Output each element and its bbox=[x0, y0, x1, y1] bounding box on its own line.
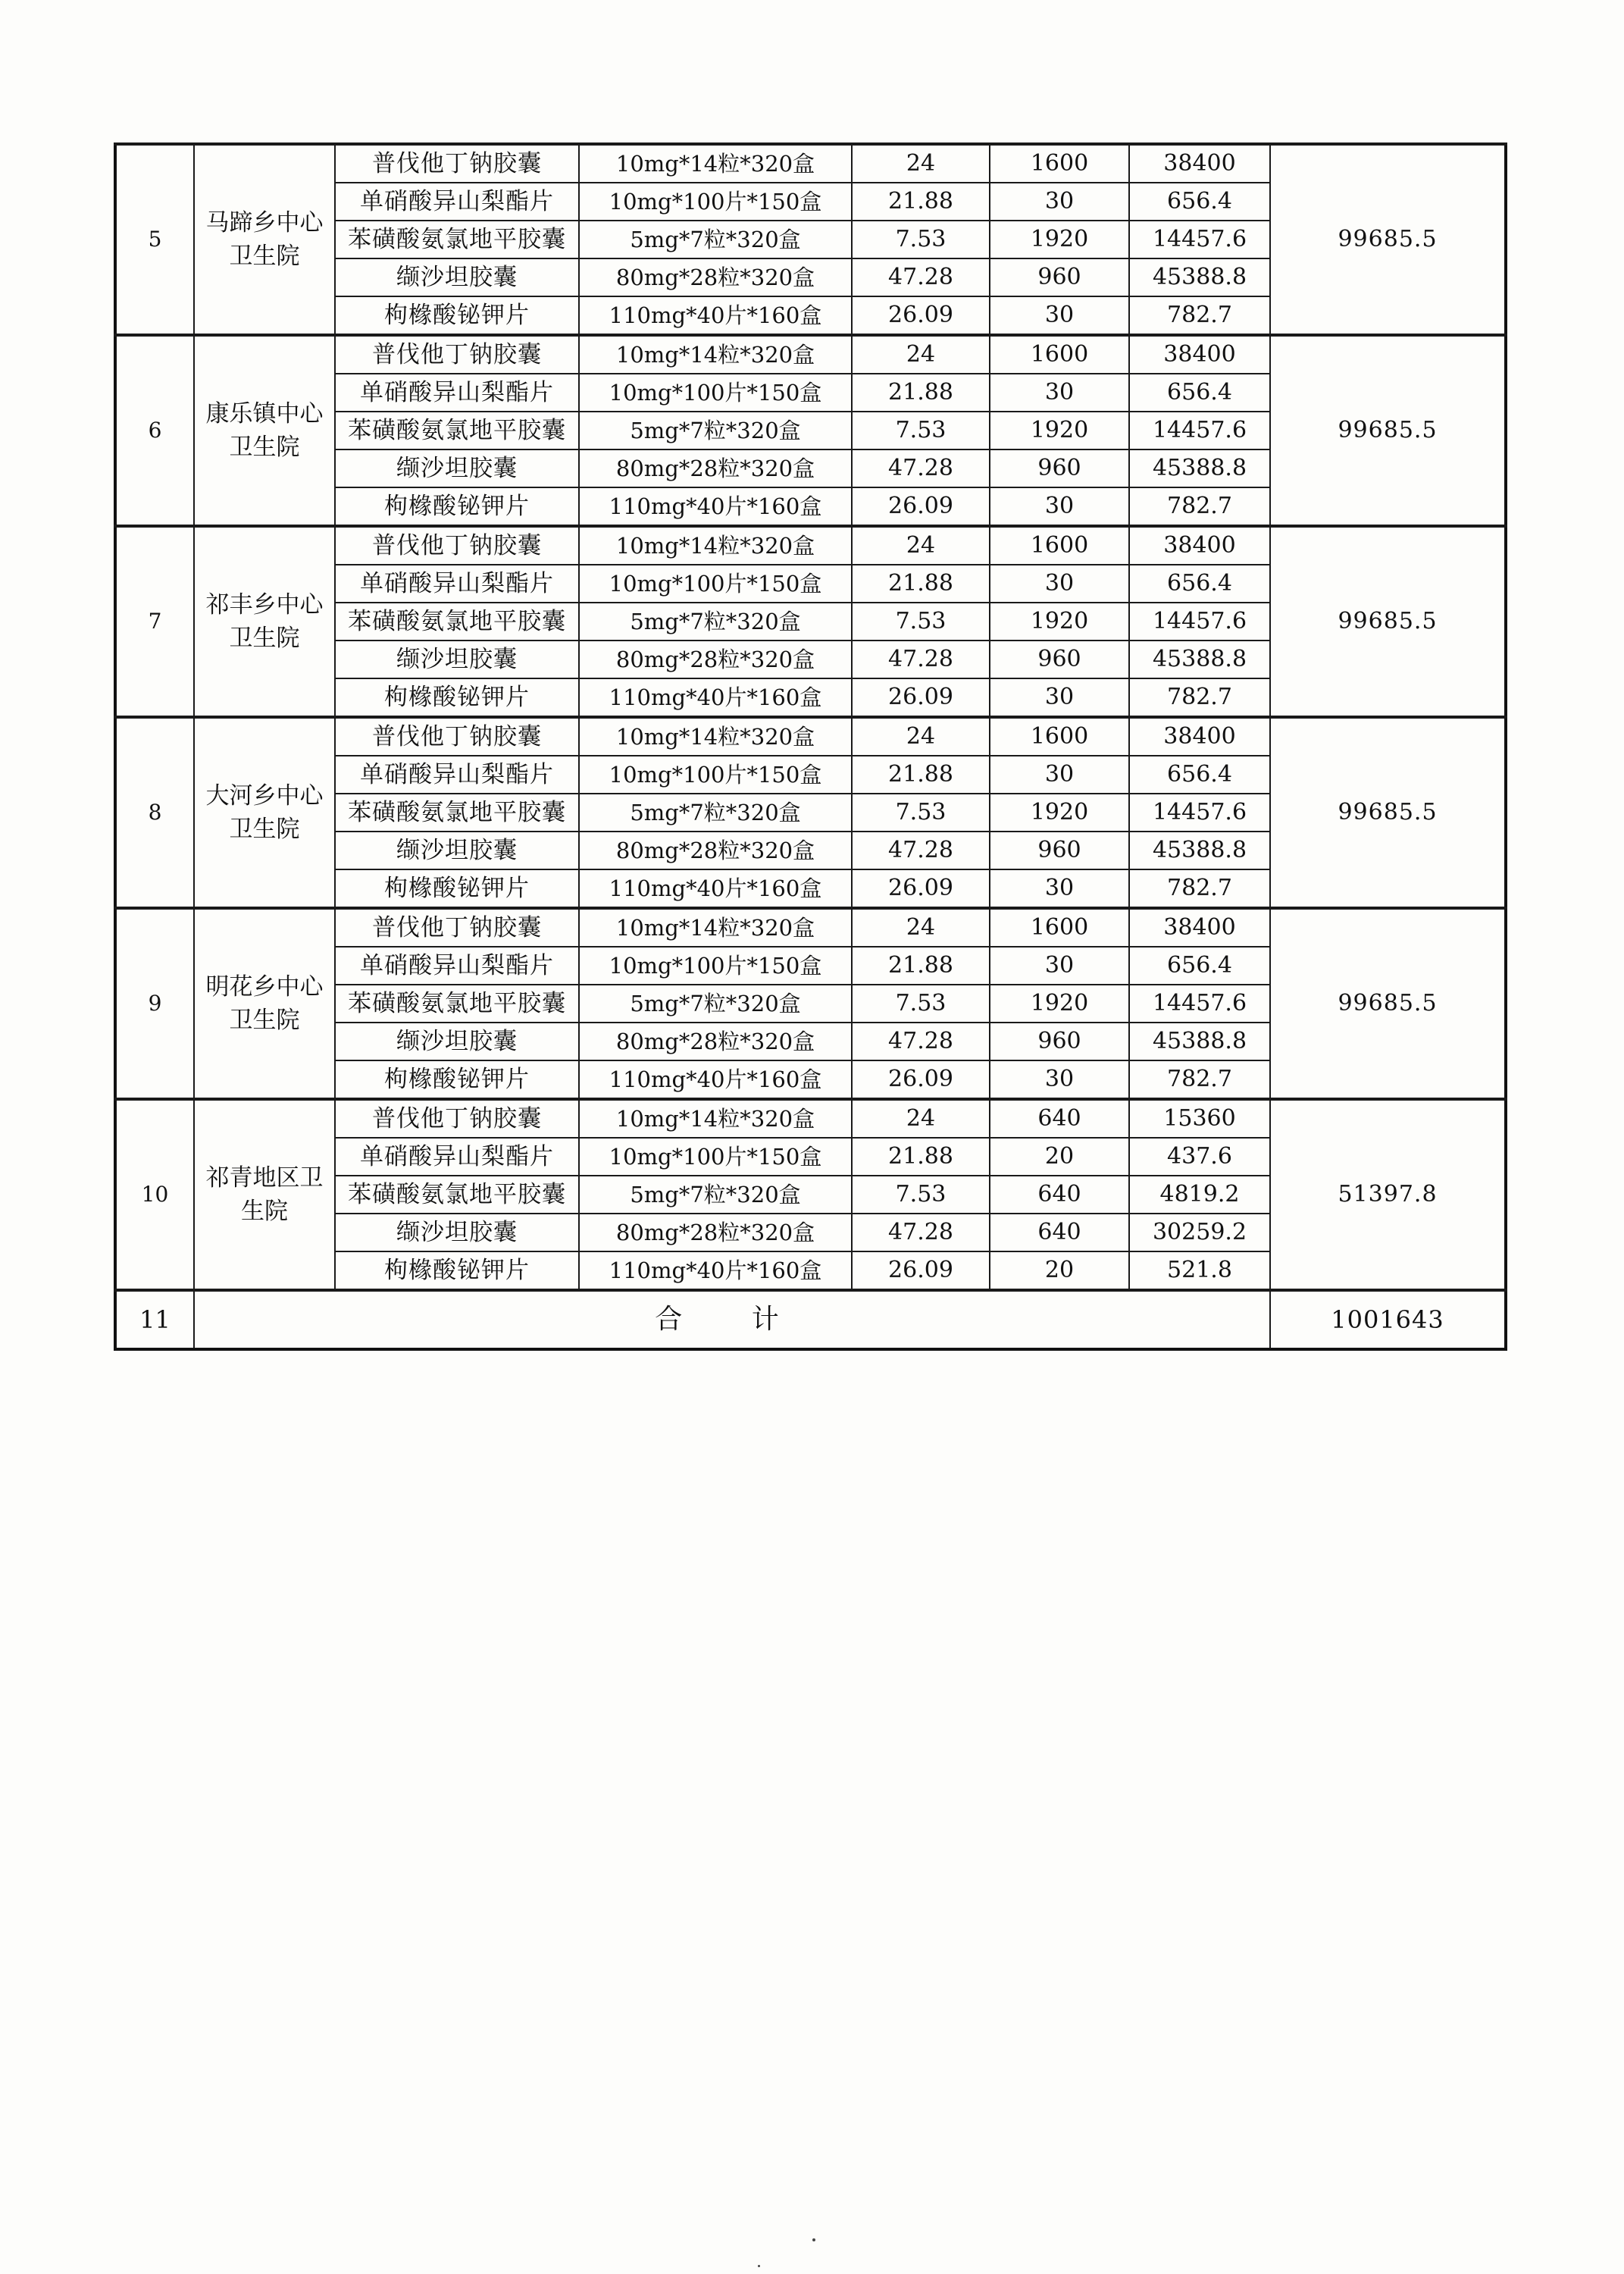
amount: 38400 bbox=[1129, 335, 1270, 374]
amount: 30259.2 bbox=[1129, 1214, 1270, 1251]
unit-price: 47.28 bbox=[852, 258, 990, 296]
unit-price: 24 bbox=[852, 526, 990, 565]
drug-spec: 10mg*100片*150盒 bbox=[579, 565, 852, 603]
drug-spec: 110mg*40片*160盒 bbox=[579, 487, 852, 526]
drug-spec: 10mg*14粒*320盒 bbox=[579, 717, 852, 756]
drug-spec: 5mg*7粒*320盒 bbox=[579, 1176, 852, 1214]
table-row bbox=[115, 908, 1506, 947]
row-number: 7 bbox=[115, 526, 194, 717]
unit-price: 24 bbox=[852, 144, 990, 183]
quantity: 20 bbox=[990, 1138, 1129, 1176]
summary-label: 合 计 bbox=[194, 1290, 1270, 1349]
drug-spec: 110mg*40片*160盒 bbox=[579, 1060, 852, 1099]
amount: 656.4 bbox=[1129, 374, 1270, 412]
quantity: 960 bbox=[990, 832, 1129, 869]
quantity: 30 bbox=[990, 756, 1129, 794]
amount: 656.4 bbox=[1129, 756, 1270, 794]
quantity: 1600 bbox=[990, 144, 1129, 183]
drug-name: 苯磺酸氨氯地平胶囊 bbox=[335, 1176, 579, 1214]
drug-name: 缬沙坦胶囊 bbox=[335, 641, 579, 678]
drug-name: 枸橼酸铋钾片 bbox=[335, 678, 579, 717]
amount: 782.7 bbox=[1129, 1060, 1270, 1099]
institution-name: 大河乡中心卫生院 bbox=[194, 717, 335, 908]
drug-spec: 80mg*28粒*320盒 bbox=[579, 449, 852, 487]
drug-name: 苯磺酸氨氯地平胶囊 bbox=[335, 603, 579, 641]
quantity: 30 bbox=[990, 487, 1129, 526]
quantity: 960 bbox=[990, 641, 1129, 678]
amount: 14457.6 bbox=[1129, 794, 1270, 832]
table-row bbox=[115, 144, 1506, 183]
drug-name: 普伐他丁钠胶囊 bbox=[335, 908, 579, 947]
unit-price: 47.28 bbox=[852, 641, 990, 678]
amount: 4819.2 bbox=[1129, 1176, 1270, 1214]
quantity: 1600 bbox=[990, 335, 1129, 374]
table-row bbox=[115, 526, 1506, 565]
unit-price: 47.28 bbox=[852, 832, 990, 869]
scan-speck bbox=[758, 2265, 760, 2267]
amount: 656.4 bbox=[1129, 183, 1270, 221]
amount: 14457.6 bbox=[1129, 603, 1270, 641]
institution-name: 祁丰乡中心卫生院 bbox=[194, 526, 335, 717]
unit-price: 24 bbox=[852, 717, 990, 756]
amount: 38400 bbox=[1129, 144, 1270, 183]
unit-price: 7.53 bbox=[852, 603, 990, 641]
quantity: 30 bbox=[990, 565, 1129, 603]
quantity: 1920 bbox=[990, 985, 1129, 1023]
row-number: 10 bbox=[115, 1099, 194, 1290]
drug-spec: 110mg*40片*160盒 bbox=[579, 869, 852, 908]
drug-name: 单硝酸异山梨酯片 bbox=[335, 183, 579, 221]
unit-price: 26.09 bbox=[852, 487, 990, 526]
institution-name: 祁青地区卫生院 bbox=[194, 1099, 335, 1290]
drug-name: 枸橼酸铋钾片 bbox=[335, 1251, 579, 1290]
quantity: 640 bbox=[990, 1099, 1129, 1138]
quantity: 960 bbox=[990, 449, 1129, 487]
drug-name: 普伐他丁钠胶囊 bbox=[335, 526, 579, 565]
quantity: 1920 bbox=[990, 603, 1129, 641]
unit-price: 26.09 bbox=[852, 1060, 990, 1099]
amount: 14457.6 bbox=[1129, 221, 1270, 258]
quantity: 30 bbox=[990, 1060, 1129, 1099]
drug-name: 枸橼酸铋钾片 bbox=[335, 869, 579, 908]
drug-name: 枸橼酸铋钾片 bbox=[335, 1060, 579, 1099]
unit-price: 26.09 bbox=[852, 869, 990, 908]
table-row bbox=[115, 335, 1506, 374]
row-number: 6 bbox=[115, 335, 194, 526]
quantity: 960 bbox=[990, 258, 1129, 296]
unit-price: 26.09 bbox=[852, 678, 990, 717]
quantity: 960 bbox=[990, 1023, 1129, 1060]
drug-name: 普伐他丁钠胶囊 bbox=[335, 717, 579, 756]
drug-distribution-table bbox=[114, 143, 1507, 1351]
drug-spec: 10mg*14粒*320盒 bbox=[579, 335, 852, 374]
drug-spec: 10mg*100片*150盒 bbox=[579, 374, 852, 412]
amount: 14457.6 bbox=[1129, 985, 1270, 1023]
quantity: 20 bbox=[990, 1251, 1129, 1290]
unit-price: 21.88 bbox=[852, 1138, 990, 1176]
drug-name: 缬沙坦胶囊 bbox=[335, 449, 579, 487]
amount: 521.8 bbox=[1129, 1251, 1270, 1290]
scan-speck bbox=[812, 2238, 815, 2241]
quantity: 1600 bbox=[990, 526, 1129, 565]
institution-name: 马蹄乡中心卫生院 bbox=[194, 144, 335, 335]
drug-name: 缬沙坦胶囊 bbox=[335, 1023, 579, 1060]
unit-price: 26.09 bbox=[852, 296, 990, 335]
drug-spec: 80mg*28粒*320盒 bbox=[579, 1023, 852, 1060]
row-number: 11 bbox=[115, 1290, 194, 1349]
unit-price: 21.88 bbox=[852, 565, 990, 603]
amount: 782.7 bbox=[1129, 678, 1270, 717]
unit-price: 47.28 bbox=[852, 449, 990, 487]
drug-spec: 80mg*28粒*320盒 bbox=[579, 641, 852, 678]
drug-name: 缬沙坦胶囊 bbox=[335, 258, 579, 296]
institution-name: 明花乡中心卫生院 bbox=[194, 908, 335, 1099]
institution-total: 99685.5 bbox=[1270, 335, 1506, 526]
unit-price: 24 bbox=[852, 908, 990, 947]
table-body bbox=[115, 144, 1506, 1349]
drug-name: 单硝酸异山梨酯片 bbox=[335, 374, 579, 412]
table-row bbox=[115, 717, 1506, 756]
unit-price: 21.88 bbox=[852, 183, 990, 221]
drug-spec: 10mg*100片*150盒 bbox=[579, 756, 852, 794]
quantity: 30 bbox=[990, 678, 1129, 717]
drug-spec: 110mg*40片*160盒 bbox=[579, 296, 852, 335]
drug-spec: 10mg*14粒*320盒 bbox=[579, 526, 852, 565]
drug-spec: 5mg*7粒*320盒 bbox=[579, 221, 852, 258]
drug-spec: 10mg*14粒*320盒 bbox=[579, 908, 852, 947]
drug-spec: 10mg*100片*150盒 bbox=[579, 1138, 852, 1176]
institution-name: 康乐镇中心卫生院 bbox=[194, 335, 335, 526]
unit-price: 7.53 bbox=[852, 794, 990, 832]
drug-name: 单硝酸异山梨酯片 bbox=[335, 947, 579, 985]
quantity: 30 bbox=[990, 296, 1129, 335]
grand-total: 1001643 bbox=[1270, 1290, 1506, 1349]
amount: 782.7 bbox=[1129, 869, 1270, 908]
drug-spec: 5mg*7粒*320盒 bbox=[579, 794, 852, 832]
drug-spec: 110mg*40片*160盒 bbox=[579, 1251, 852, 1290]
amount: 656.4 bbox=[1129, 565, 1270, 603]
amount: 45388.8 bbox=[1129, 258, 1270, 296]
unit-price: 7.53 bbox=[852, 1176, 990, 1214]
institution-total: 99685.5 bbox=[1270, 526, 1506, 717]
drug-name: 苯磺酸氨氯地平胶囊 bbox=[335, 794, 579, 832]
unit-price: 21.88 bbox=[852, 756, 990, 794]
amount: 782.7 bbox=[1129, 487, 1270, 526]
institution-total: 99685.5 bbox=[1270, 717, 1506, 908]
drug-name: 普伐他丁钠胶囊 bbox=[335, 144, 579, 183]
row-number: 8 bbox=[115, 717, 194, 908]
institution-total: 99685.5 bbox=[1270, 908, 1506, 1099]
quantity: 640 bbox=[990, 1176, 1129, 1214]
drug-spec: 110mg*40片*160盒 bbox=[579, 678, 852, 717]
unit-price: 24 bbox=[852, 1099, 990, 1138]
drug-spec: 5mg*7粒*320盒 bbox=[579, 603, 852, 641]
amount: 14457.6 bbox=[1129, 412, 1270, 449]
table-row bbox=[115, 1099, 1506, 1138]
drug-spec: 10mg*100片*150盒 bbox=[579, 947, 852, 985]
unit-price: 24 bbox=[852, 335, 990, 374]
drug-name: 普伐他丁钠胶囊 bbox=[335, 1099, 579, 1138]
unit-price: 7.53 bbox=[852, 985, 990, 1023]
drug-spec: 5mg*7粒*320盒 bbox=[579, 985, 852, 1023]
drug-name: 苯磺酸氨氯地平胶囊 bbox=[335, 412, 579, 449]
drug-spec: 80mg*28粒*320盒 bbox=[579, 832, 852, 869]
drug-spec: 10mg*14粒*320盒 bbox=[579, 144, 852, 183]
quantity: 1920 bbox=[990, 794, 1129, 832]
unit-price: 21.88 bbox=[852, 374, 990, 412]
amount: 45388.8 bbox=[1129, 1023, 1270, 1060]
drug-name: 缬沙坦胶囊 bbox=[335, 832, 579, 869]
drug-name: 枸橼酸铋钾片 bbox=[335, 487, 579, 526]
summary-row bbox=[115, 1290, 1506, 1349]
drug-name: 普伐他丁钠胶囊 bbox=[335, 335, 579, 374]
amount: 437.6 bbox=[1129, 1138, 1270, 1176]
quantity: 1600 bbox=[990, 908, 1129, 947]
drug-spec: 5mg*7粒*320盒 bbox=[579, 412, 852, 449]
amount: 656.4 bbox=[1129, 947, 1270, 985]
row-number: 5 bbox=[115, 144, 194, 335]
quantity: 1600 bbox=[990, 717, 1129, 756]
unit-price: 47.28 bbox=[852, 1023, 990, 1060]
drug-name: 苯磺酸氨氯地平胶囊 bbox=[335, 221, 579, 258]
drug-name: 枸橼酸铋钾片 bbox=[335, 296, 579, 335]
drug-name: 单硝酸异山梨酯片 bbox=[335, 565, 579, 603]
unit-price: 7.53 bbox=[852, 412, 990, 449]
drug-spec: 80mg*28粒*320盒 bbox=[579, 1214, 852, 1251]
quantity: 30 bbox=[990, 869, 1129, 908]
quantity: 30 bbox=[990, 183, 1129, 221]
quantity: 30 bbox=[990, 947, 1129, 985]
amount: 38400 bbox=[1129, 908, 1270, 947]
drug-spec: 10mg*14粒*320盒 bbox=[579, 1099, 852, 1138]
institution-total: 51397.8 bbox=[1270, 1099, 1506, 1290]
amount: 45388.8 bbox=[1129, 832, 1270, 869]
amount: 15360 bbox=[1129, 1099, 1270, 1138]
amount: 45388.8 bbox=[1129, 641, 1270, 678]
unit-price: 47.28 bbox=[852, 1214, 990, 1251]
row-number: 9 bbox=[115, 908, 194, 1099]
quantity: 1920 bbox=[990, 412, 1129, 449]
amount: 38400 bbox=[1129, 526, 1270, 565]
unit-price: 26.09 bbox=[852, 1251, 990, 1290]
drug-spec: 80mg*28粒*320盒 bbox=[579, 258, 852, 296]
amount: 782.7 bbox=[1129, 296, 1270, 335]
drug-spec: 10mg*100片*150盒 bbox=[579, 183, 852, 221]
quantity: 30 bbox=[990, 374, 1129, 412]
unit-price: 21.88 bbox=[852, 947, 990, 985]
unit-price: 7.53 bbox=[852, 221, 990, 258]
quantity: 1920 bbox=[990, 221, 1129, 258]
amount: 38400 bbox=[1129, 717, 1270, 756]
institution-total: 99685.5 bbox=[1270, 144, 1506, 335]
drug-name: 单硝酸异山梨酯片 bbox=[335, 756, 579, 794]
drug-name: 苯磺酸氨氯地平胶囊 bbox=[335, 985, 579, 1023]
drug-name: 缬沙坦胶囊 bbox=[335, 1214, 579, 1251]
quantity: 640 bbox=[990, 1214, 1129, 1251]
drug-name: 单硝酸异山梨酯片 bbox=[335, 1138, 579, 1176]
amount: 45388.8 bbox=[1129, 449, 1270, 487]
